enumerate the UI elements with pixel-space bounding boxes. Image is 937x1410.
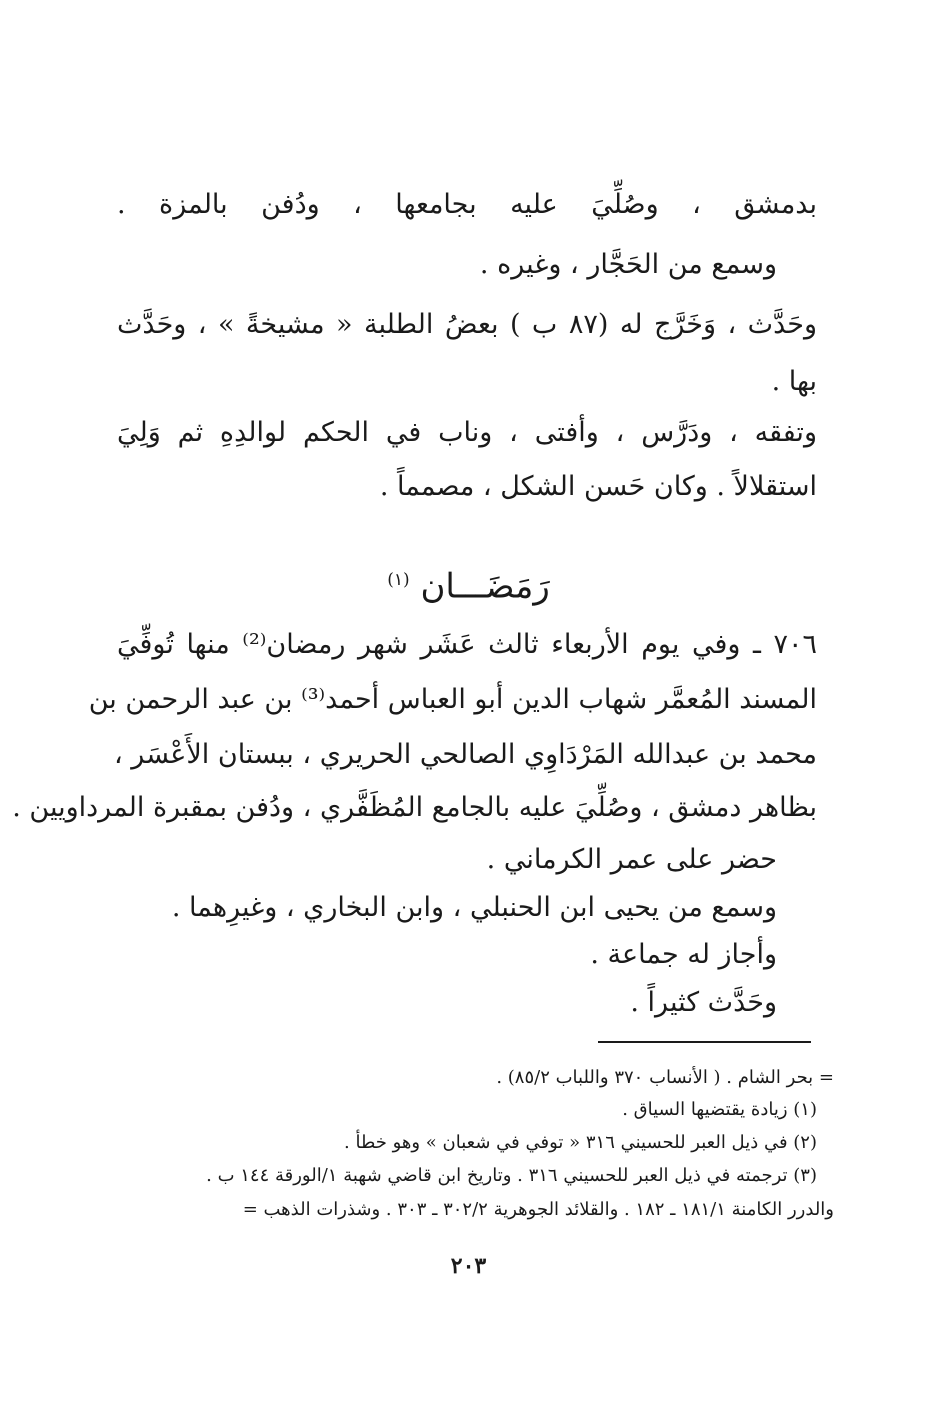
entry-line: وأجاز له جماعة . <box>590 939 777 970</box>
entry-line: بظاهر دمشق ، وصُلِّيَ عليه بالجامع المُظَفَّري ، ودُفن بمقبرة المرداويين . <box>12 792 817 823</box>
entry-line: ٧٠٦ ـ وفي يوم الأربعاء ثالث عَشَر شهر رمضان⁽²⁾ منها تُوفِّيَ <box>117 629 818 660</box>
section-title: رَمَضَـــان <box>420 566 550 607</box>
body-line: استقلالاً . وكان حَسن الشكل ، مصمماً . <box>379 471 817 502</box>
section-footnote-ref: (١) <box>387 570 410 590</box>
footnote-line: (٣) ترجمته في ذيل العبر للحسيني ٣١٦ . وتاريخ ابن قاضي شهبة ١/الورقة ١٤٤ ب . <box>206 1165 817 1186</box>
entry-line: وحَدَّث كثيراً . <box>630 987 777 1018</box>
footnote-line: = بحر الشام . ( الأنساب ٣٧٠ واللباب ٨٥/٢) . <box>496 1067 834 1088</box>
entry-line: وسمع من يحيى ابن الحنبلي ، وابن البخاري ، وغيرِهما . <box>171 892 777 923</box>
footnote-separator <box>598 1041 811 1043</box>
body-line: وسمع من الحَجَّار ، وغيره . <box>479 249 777 280</box>
body-line: وحَدَّث ، وَخَرَّج له (٨٧ ب ) بعضُ الطلبة « مشيخةً » ، وحَدَّث <box>117 309 817 340</box>
entry-line: المسند المُعمَّر شهاب الدين أبو العباس أحمد⁽³⁾ بن عبد الرحمن بن <box>88 684 817 715</box>
section-heading <box>0 555 937 611</box>
entry-line: حضر على عمر الكرماني . <box>486 844 777 875</box>
body-line: بدمشق ، وصُلِّيَ عليه بجامعها ، ودُفن بالمزة . <box>117 189 817 220</box>
footnote-line: (١) زيادة يقتضيها السياق . <box>622 1099 817 1120</box>
footnote-line: والدرر الكامنة ١٨١/١ ـ ١٨٢ . والقلائد الجوهرية ٣٠٢/٢ ـ ٣٠٣ . وشذرات الذهب = <box>242 1199 834 1220</box>
footnote-line: (٢) في ذيل العبر للحسيني ٣١٦ « توفي في شعبان » وهو خطأ . <box>344 1132 817 1153</box>
body-line: وتفقه ، ودَرَّس ، وأفتى ، وناب في الحكم لوالدِهِ ثم وَلِيَ <box>117 417 817 448</box>
page-number: ٢٠٣ <box>450 1253 487 1279</box>
body-line: بها . <box>771 366 817 397</box>
entry-line: محمد بن عبدالله المَرْدَاوِي الصالحي الحريري ، ببستان الأَعْسَر ، <box>114 739 817 770</box>
